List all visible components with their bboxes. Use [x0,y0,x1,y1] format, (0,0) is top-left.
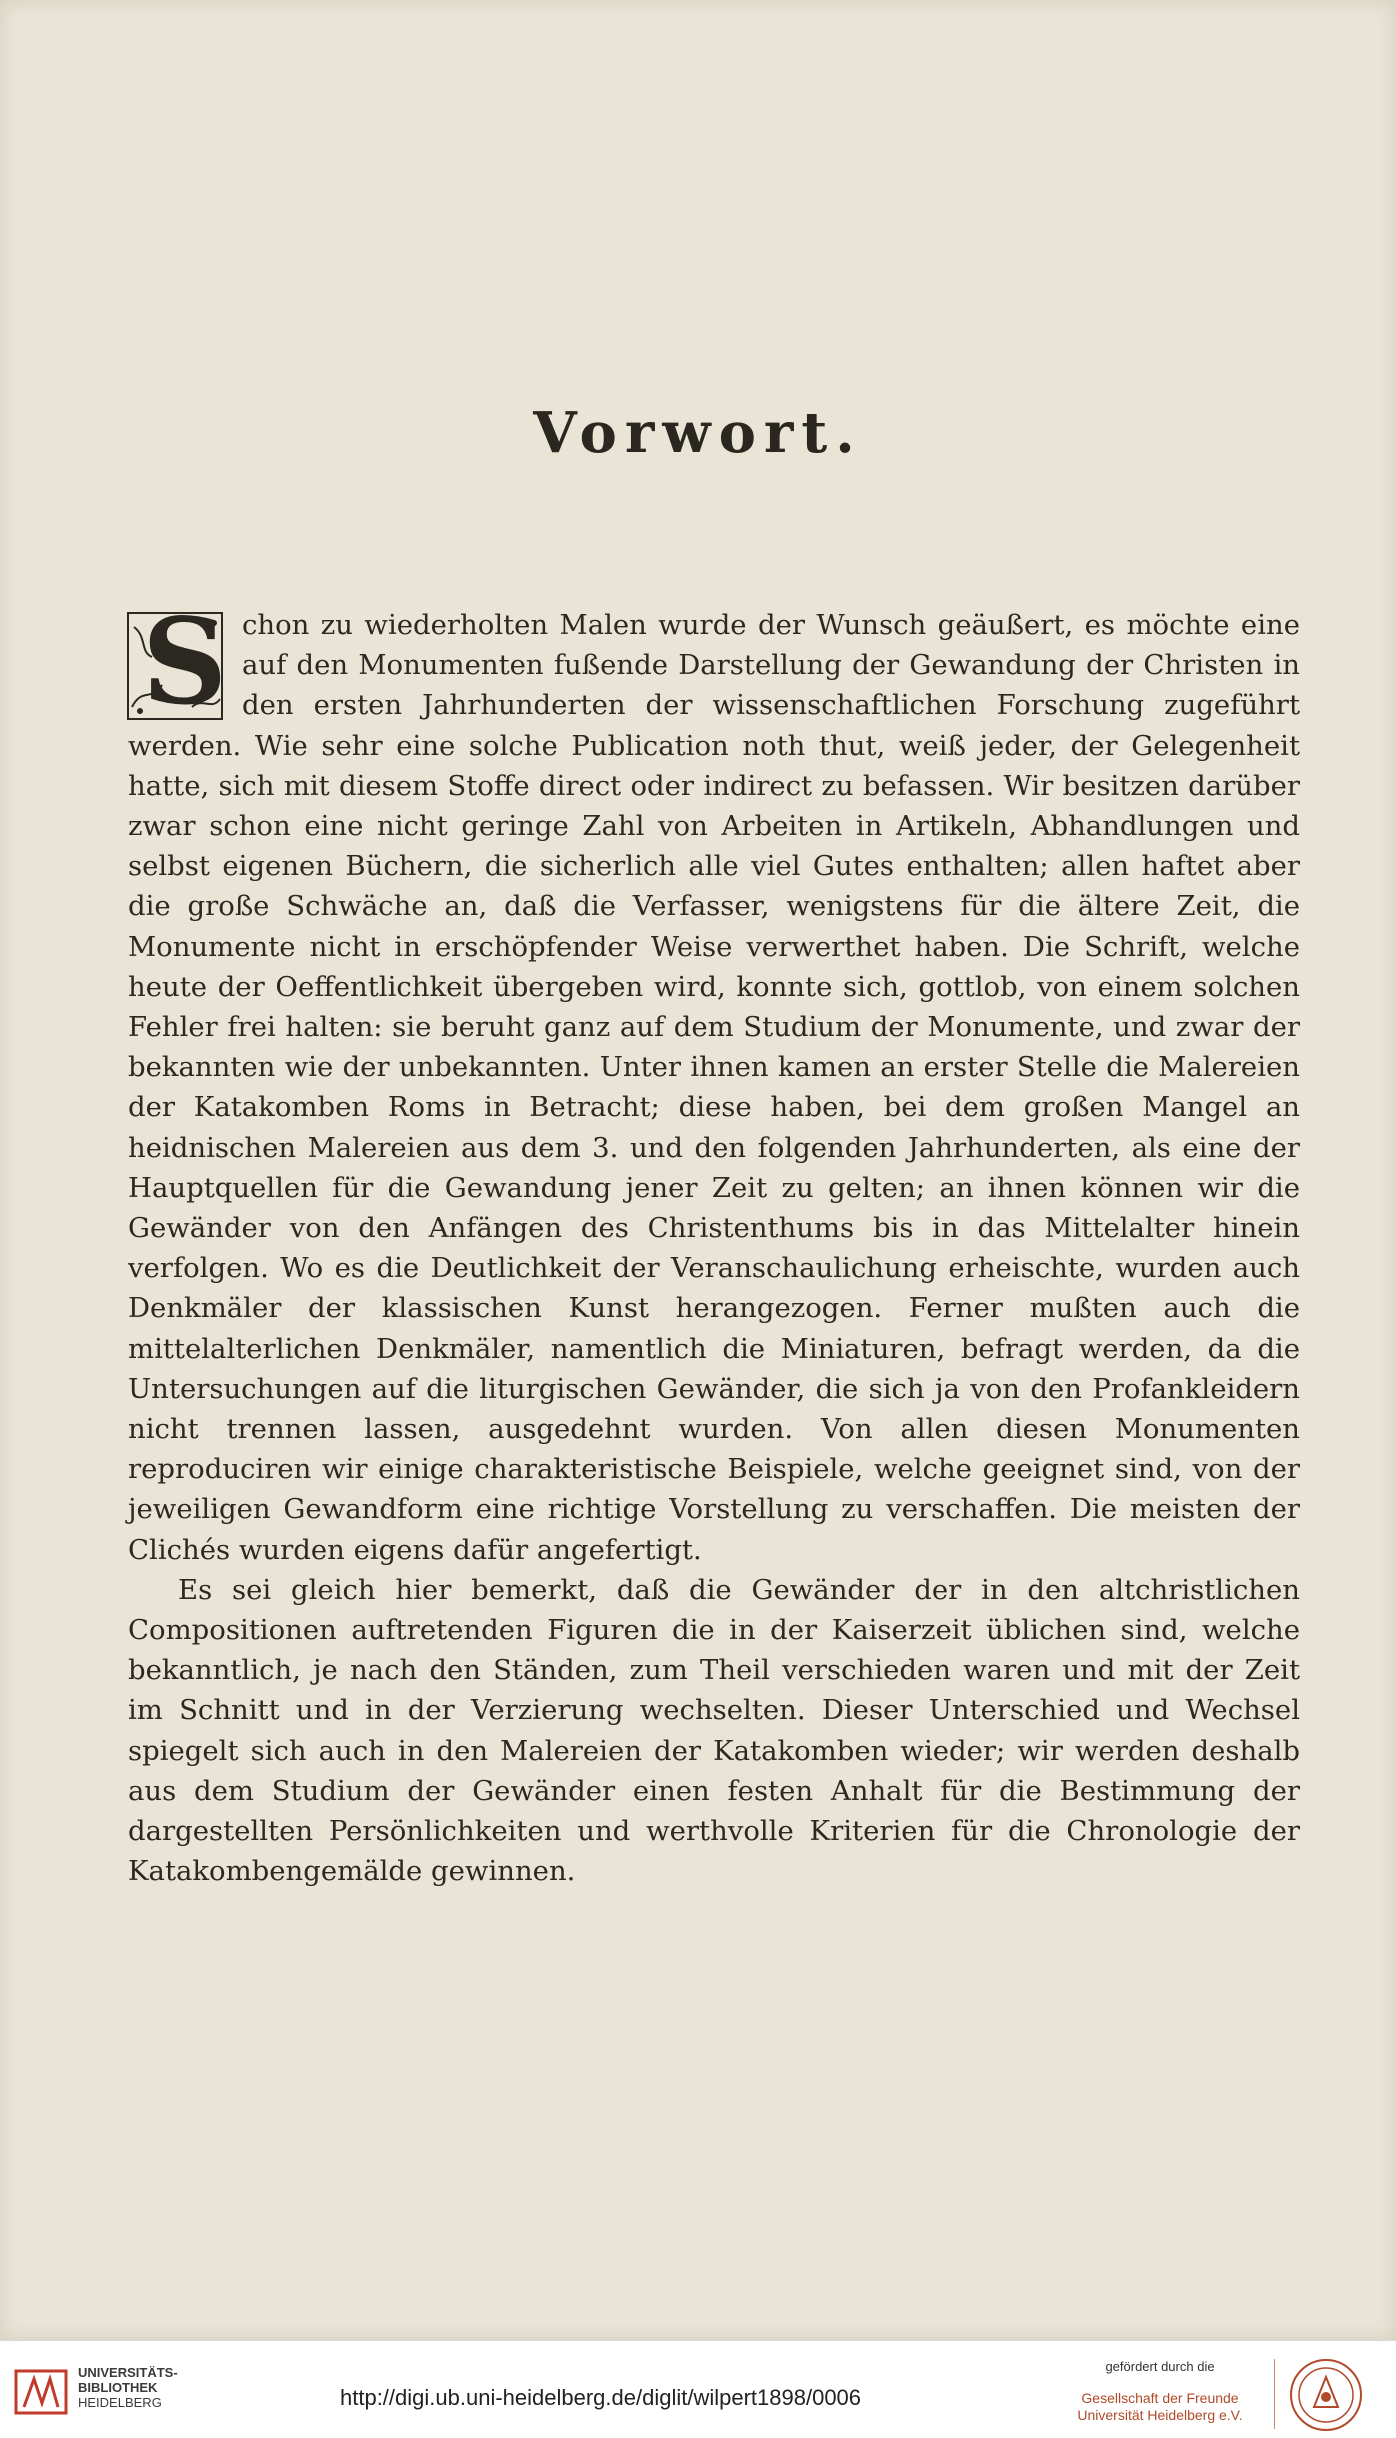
initial-letter: S [142,592,228,731]
paragraph-2: Es sei gleich hier bemerkt, daß die Gewänder der in den altchristlichen Compositionen auftretenden Figuren die in der Kaiserzeit üblichen sind, welche bekanntlich, je nach den Ständen, zum Theil verschieden waren und mit der Zeit im Schnitt und in der Verzierung wechselten. Dieser Unterschied und Wechsel spiegelt sich auch in den Malereien der Katakomben wieder; wir werden deshalb aus dem Studium der Gewänder einen festen Anhalt für die Bestimmung der dargestellten Persönlichkeiten und werthvolle Kriterien für die Chronologie der Katakombengemälde gewinnen. [128,1573,1300,1888]
library-line-2: BIBLIOTHEK [78,2380,158,2395]
paragraph-1-text: chon zu wiederholten Malen wurde der Wunsch geäußert, es möchte eine auf den Monumenten fußende Darstellung der Gewandung der Christen in den ersten Jahrhunderten der wissenschaftlichen Forschung zugeführt werden. Wie sehr eine solche Publication noth thut, weiß jeder, der Gelegenheit hatte, sich mit diesem Stoffe direct oder indirect zu befassen. Wir besitzen darüber zwar schon eine nicht geringe Zahl von Arbeiten in Artikeln, Abhandlungen und selbst eigenen Büchern, die sicherlich alle viel Gutes enthalten; allen haftet aber die große Schwäche an, daß die Verfasser, wenigstens für die ältere Zeit, die Monumente nicht in erschöpfender Weise verwerthet haben. Die Schrift, welche heute der Oeffentlichkeit übergeben wird, konnte sich, gottlob, von einem solchen Fehler frei halten: sie beruht ganz auf dem Studium der Monumente, und zwar der bekannten wie der unbekannten. Unter ihnen kamen an erster Stelle die Malereien der Katakomben Roms in Betracht; diese haben, bei dem großen Mangel an heidnischen Malereien aus dem 3. und den folgenden Jahrhunderten, als eine der Hauptquellen für die Gewandung jener Zeit zu gelten; an ihnen können wir die Gewänder von den Anfängen des Christenthums bis in das Mittelalter hinein verfolgen. Wo es die Deutlichkeit der Veranschaulichung erheischte, wurden auch Denkmäler der klassischen Kunst herangezogen. Ferner mußten auch die mittelalterlichen Denkmäler, namentlich die Miniaturen, befragt werden, da die Untersuchungen auf die liturgischen Gewänder, die sich ja von den Profankleidern nicht trennen lassen, ausgedehnt wurden. Von allen diesen Monumenten reproduciren wir einige charakteristische Beispiele, welche geeignet sind, von der jeweiligen Gewandform eine richtige Vorstellung zu verschaffen. Die meisten der Clichés wurden eigens dafür angefertigt. [128,609,1300,1566]
sponsor-block [1060,2359,1260,2424]
sponsor-org-line-1: Gesellschaft der Freunde [1081,2390,1239,2406]
university-seal-icon [1288,2357,1364,2433]
paragraph-1 [128,592,1300,1570]
body-text [128,592,1300,1892]
library-name [78,2365,178,2410]
sponsor-divider [1274,2359,1275,2429]
footer-bar [0,2340,1396,2438]
page-title: Vorwort. [533,400,863,466]
ornamental-initial [122,592,228,731]
library-logo-icon [12,2363,70,2421]
library-line-1: UNIVERSITÄTS- [78,2365,178,2380]
page-url-link[interactable]: http://digi.ub.uni-heidelberg.de/diglit/wilpert1898/0006 [340,2385,862,2410]
sponsor-org-line-2: Universität Heidelberg e.V. [1077,2407,1243,2423]
sponsor-lead: gefördert durch die [1105,2359,1215,2374]
library-line-3: HEIDELBERG [78,2395,162,2410]
sponsor-org [1060,2390,1260,2424]
